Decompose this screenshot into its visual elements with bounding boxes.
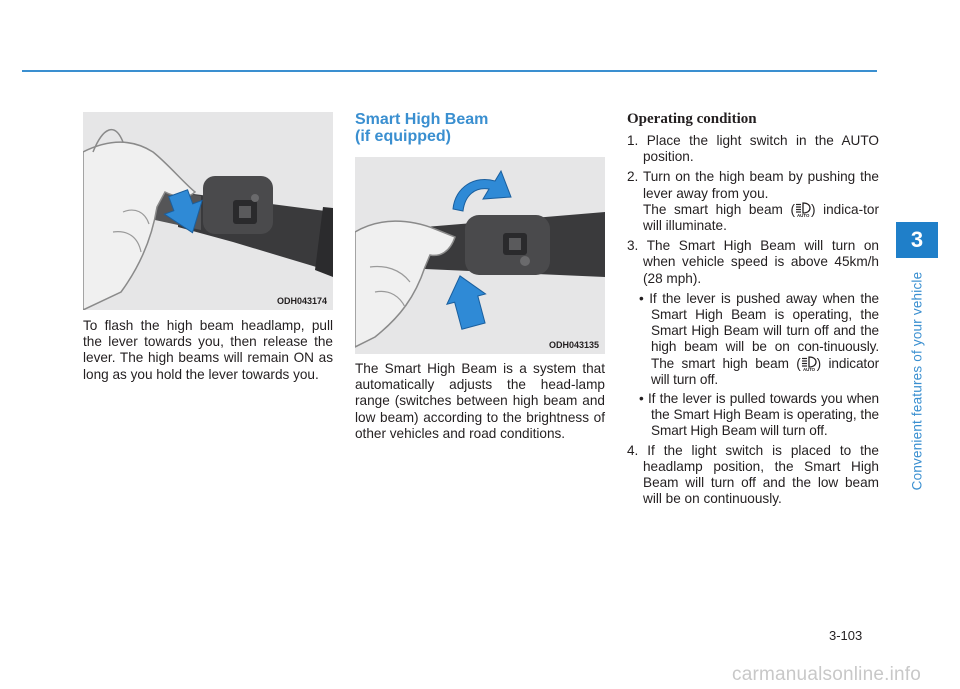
top-rule	[22, 70, 877, 72]
heading-line-1: Smart High Beam	[355, 111, 489, 128]
figure-lever-pull	[83, 112, 333, 310]
lever-pull-illustration	[83, 112, 333, 310]
figure-code: ODH043174	[276, 296, 327, 306]
auto-label: AUTO	[802, 366, 815, 371]
operating-condition-heading: Operating condition	[627, 111, 757, 127]
heading-line-2: (if equipped)	[355, 128, 451, 145]
figure-code: ODH043135	[548, 340, 599, 350]
section-heading	[355, 111, 605, 145]
auto-high-beam-icon	[801, 356, 817, 371]
item-4-text: 4. If the light switch is placed to the headlamp position, the Smart High Beam will turn off and the low beam will be on continuously.	[627, 442, 879, 507]
item-2-text: 2. Turn on the high beam by pushing the lever away from you.	[627, 169, 879, 201]
arrow-up-icon	[441, 271, 493, 332]
item-3-text: 3. The Smart High Beam will turn on when vehicle speed is above 45km/h (28 mph).	[627, 238, 879, 286]
auto-label: AUTO	[796, 212, 810, 217]
auto-high-beam-icon	[795, 202, 811, 217]
bullet-1-before: • If the lever is pushed away when the Smart High Beam is operating, the Smart High Beam will turn off and the high beam will be on con-tinuously. The smart high beam (	[639, 290, 879, 371]
bullet-2-text: • If the lever is pulled towards you when the Smart High Beam is operating, the Smart High Beam will turn off.	[639, 391, 879, 439]
figure-lever-push	[355, 157, 605, 354]
item-2-note-before: The smart high beam (	[643, 201, 795, 217]
smart-high-beam-paragraph: The Smart High Beam is a system that automatically adjusts the head-lamp range (switches between high beam and low beam) according to the brightness of other vehicles and road conditions.	[355, 361, 605, 441]
arrow-push-icon	[453, 171, 511, 211]
bullet-item	[631, 291, 879, 388]
list-item	[627, 133, 879, 165]
watermark: carmanualsonline.info	[732, 664, 922, 685]
list-item	[627, 169, 879, 234]
chapter-side-title	[897, 266, 937, 496]
bullet-1-after: ) indicator will turn off.	[651, 355, 879, 387]
item-2-note-after: ) indica-tor will illuminate.	[643, 201, 880, 234]
chapter-tab	[896, 222, 938, 258]
page-number: 3-103	[829, 628, 863, 643]
bullet-item	[631, 391, 879, 440]
lever-pull-paragraph: To flash the high beam headlamp, pull the lever towards you, then release the lever. The high beams will remain ON as long as you hold the lever towards you.	[83, 318, 333, 382]
list-item	[627, 443, 879, 508]
lever-push-illustration	[355, 157, 605, 354]
item-2-note	[643, 202, 879, 234]
item-1-text: 1. Place the light switch in the AUTO position.	[627, 133, 879, 165]
operating-condition-list	[627, 133, 879, 511]
chapter-number: 3	[910, 227, 924, 252]
list-item	[627, 238, 879, 287]
chapter-title: Convenient features of your vehicle	[909, 271, 925, 491]
